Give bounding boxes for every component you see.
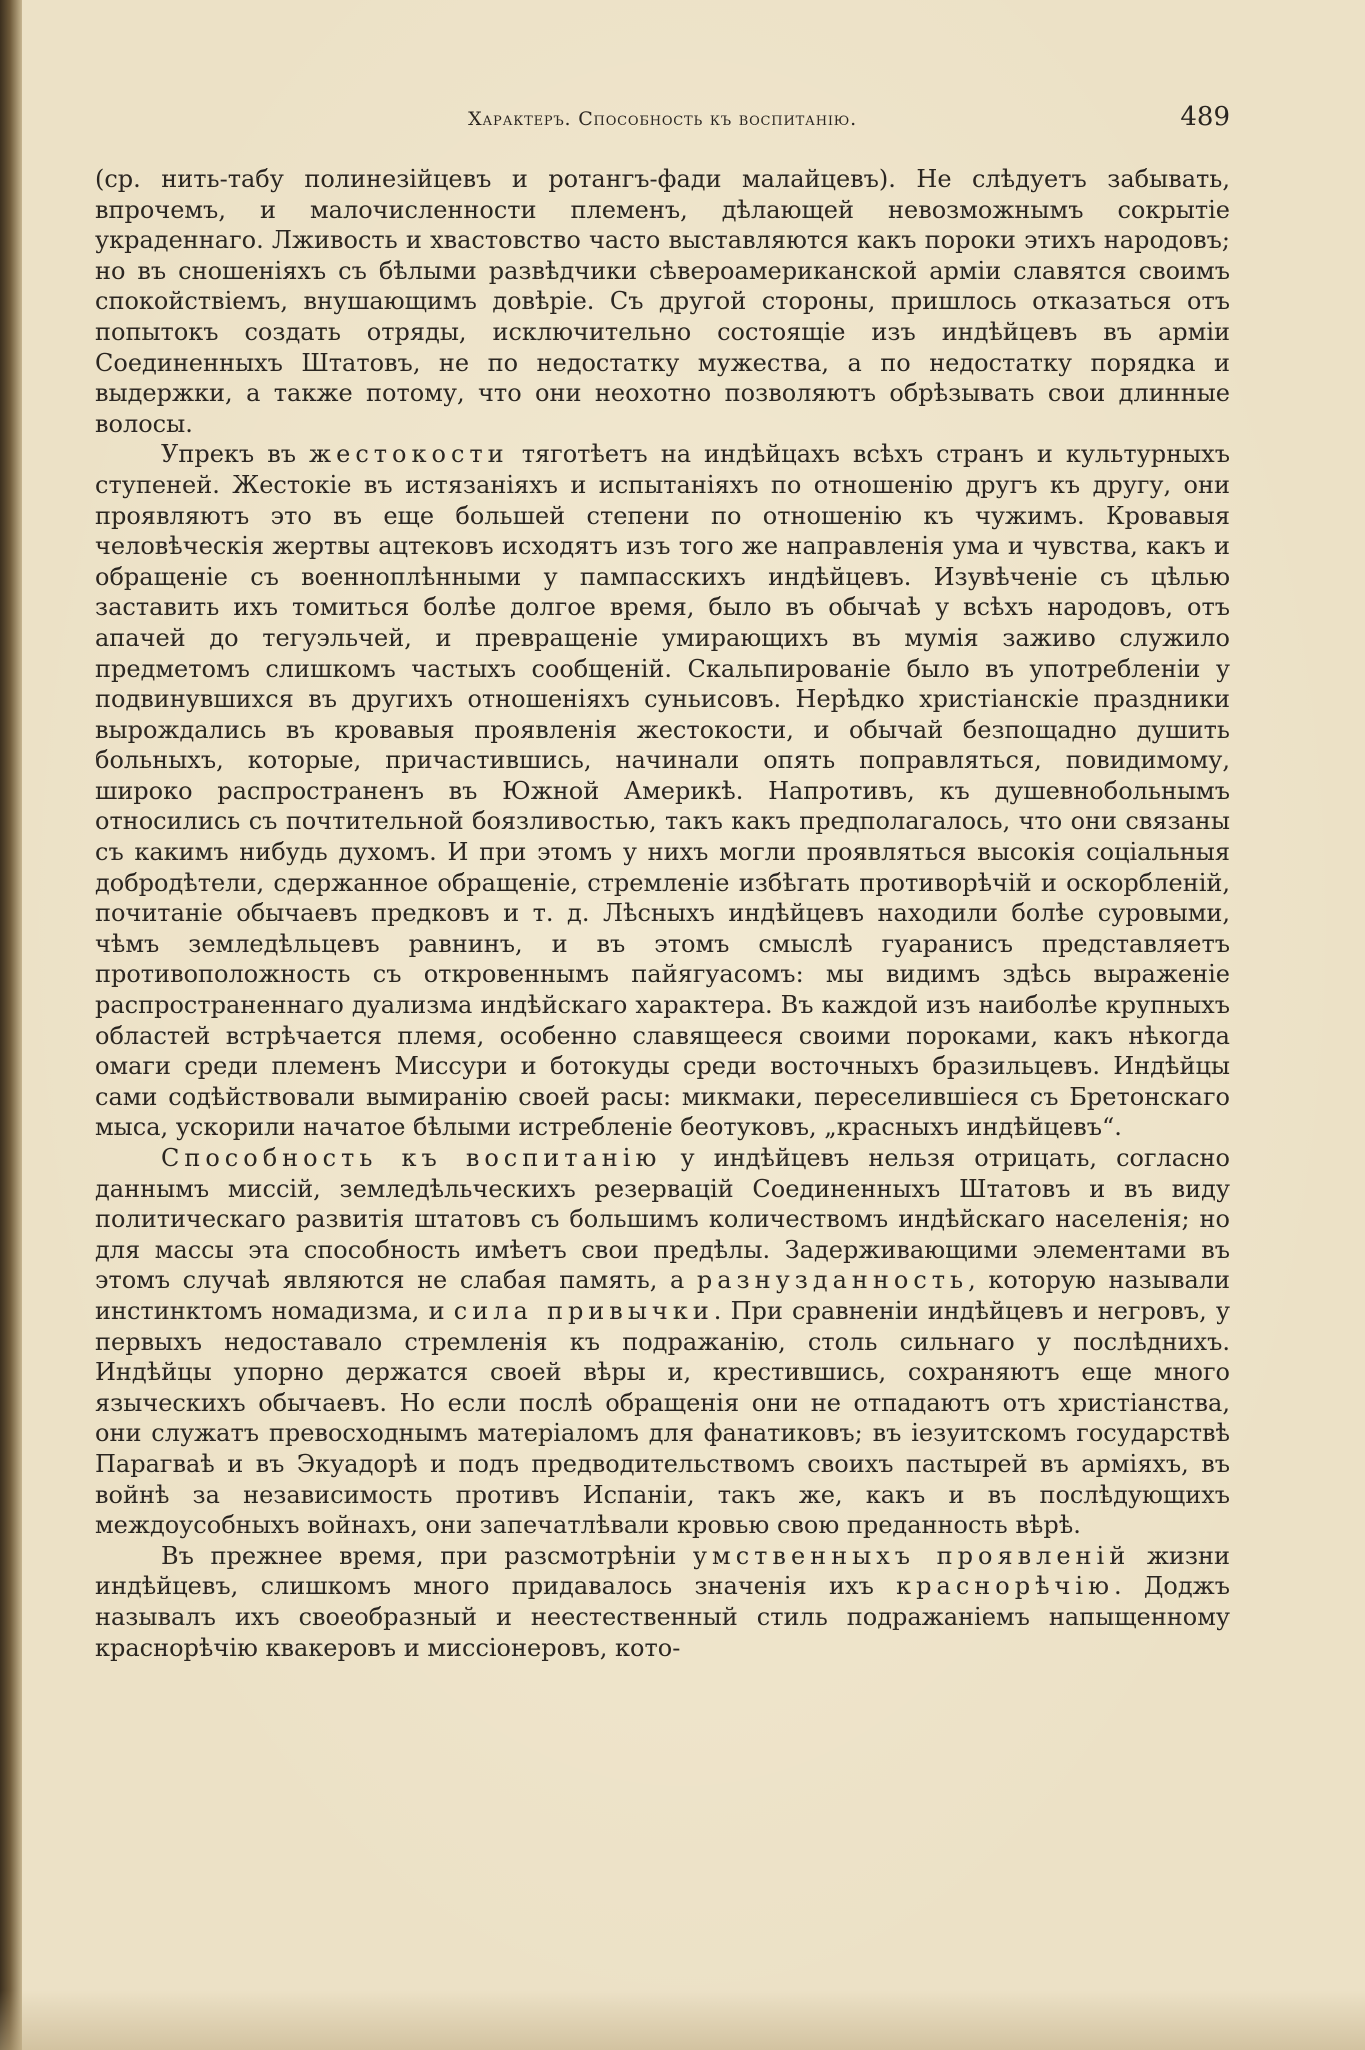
- spaced-emphasis-text: Способность къ воспитанію: [161, 1144, 662, 1172]
- paragraph: [95, 1541, 1230, 1663]
- paragraph-text: (ср. нить-табу полинезійцевъ и ротангъ-фади малайцевъ). Не слѣдуетъ забывать, впрочемъ, и малочисленности племенъ, дѣлающей невозможнымъ сокрытіе украденнаго. Лживость и хвастовство часто выставляются какъ пороки этихъ народовъ; но въ сношеніяхъ съ бѣлыми развѣдчики сѣвероамериканской арміи славятся своимъ спокойствіемъ, внушающимъ довѣріе. Съ другой стороны, пришлось отказаться отъ попытокъ создать отряды, исключительно состоящіе изъ индѣйцевъ въ арміи Соединенныхъ Штатовъ, не по недостатку мужества, а по недостатку порядка и выдержки, а также потому, что они неохотно позволяютъ обрѣзывать свои длинные волосы.: [95, 165, 1230, 438]
- paragraph: [95, 439, 1230, 1143]
- spaced-emphasis-text: краснорѣчію: [896, 1572, 1114, 1601]
- spaced-emphasis-text: жестокости: [309, 440, 509, 469]
- paragraph-text: Въ прежнее время, при разсмотрѣніи: [161, 1541, 693, 1570]
- page-header: [95, 102, 1230, 142]
- body-text: [95, 164, 1230, 1663]
- paragraph-text: . Доджъ называлъ ихъ своеобразный и неестественный стиль подражаніемъ напыщенному краснорѣчію квакеровъ и миссіонеровъ, кото-: [95, 1572, 1230, 1662]
- paragraph-text: , которую называли инстинктомъ номадизма, и: [95, 1266, 1231, 1325]
- paragraph-text: тяготѣетъ на индѣйцахъ всѣхъ странъ и культурныхъ ступеней. Жестокіе въ истязаніяхъ и испытаніяхъ по отношенію другъ къ другу, они проявляютъ это въ еще большей степени по отношенію къ чужимъ. Кровавыя человѣческія жертвы ацтековъ исходятъ изъ того же направленія ума и чувства, какъ и обращеніе съ военноплѣнными у пампасскихъ индѣйцевъ. Изувѣченіе съ цѣлью заставить ихъ томиться болѣе долгое время, было въ обычаѣ у всѣхъ народовъ, отъ апачей до тегуэльчей, и превращеніе умирающихъ въ мумія заживо служило предметомъ слишкомъ частыхъ сообщеній. Скальпированіе было въ употребленіи у подвинувшихся въ другихъ отношеніяхъ суньисовъ. Нерѣдко христіанскіе праздники вырождались въ кровавыя проявленія жестокости, и обычай безпощадно душить больныхъ, которые, причастившись, начинали опять поправляться, повидимому, широко распространенъ въ Южной Америкѣ. Напротивъ, къ душевнобольнымъ относились съ почтительной боязливостью, такъ какъ предполагалось, что они связаны съ какимъ нибудь духомъ. И при этомъ у нихъ могли проявляться высокія соціальныя добродѣтели, сдержанное обращеніе, стремленіе избѣгать противорѣчій и оскорбленій, почитаніе обычаевъ предковъ и т. д. Лѣсныхъ индѣйцевъ находили болѣе суровыми, чѣмъ земледѣльцевъ равнинъ, и въ этомъ смыслѣ гуаранисъ представляетъ противоположность съ откровеннымъ пайягуасомъ: мы видимъ здѣсь выраженіе распространеннаго дуализма индѣйскаго характера. Въ каждой изъ наиболѣе крупныхъ областей встрѣчается племя, особенно славящееся своими пороками, какъ нѣкогда омаги среди племенъ Миссури и ботокуды среди восточныхъ бразильцевъ. Индѣйцы сами содѣйствовали вымиранію своей расы: микмаки, переселившіеся съ Бретонскаго мыса, ускорили начатое бѣлыми истребленіе беотуковъ, „красныхъ индѣйцевъ“.: [95, 440, 1230, 1142]
- page-number: 489: [1180, 102, 1230, 132]
- paragraph: [95, 1143, 1230, 1541]
- running-title: Характеръ. Способность къ воспитанію.: [468, 108, 857, 130]
- paragraph-text: Упрекъ въ: [161, 440, 310, 469]
- spaced-emphasis-text: сила привычки: [453, 1296, 714, 1325]
- spaced-emphasis-text: умственныхъ проявленій: [692, 1541, 1131, 1570]
- page-binding-edge: [0, 0, 22, 2050]
- paragraph-text: у индѣйцевъ нельзя отрицать, согласно даннымъ миссій, земледѣльческихъ резервацій Соединенныхъ Штатовъ и въ виду политическаго развитія штатовъ съ большимъ количествомъ индѣйскаго населенія; но для массы эта способность имѣетъ свои предѣлы. Задерживающими элементами въ этомъ случаѣ являются не слабая память, а: [95, 1144, 1230, 1295]
- paragraph-text: . При сравненіи индѣйцевъ и негровъ, у первыхъ недоставало стремленія къ подражанію, столь сильнаго у послѣднихъ. Индѣйцы упорно держатся своей вѣры и, крестившись, сохраняютъ еще много языческихъ обычаевъ. Но если послѣ обращенія они не отпадаютъ отъ христіанства, они служатъ превосходнымъ матеріаломъ для фанатиковъ; въ іезуитскомъ государствѣ Парагваѣ и въ Экуадорѣ и подъ предводительствомъ своихъ пастырей въ арміяхъ, въ войнѣ за независимость противъ Испаніи, такъ же, какъ и въ послѣдующихъ междоусобныхъ войнахъ, они запечатлѣвали кровью свою преданность вѣрѣ.: [95, 1296, 1231, 1540]
- spaced-emphasis-text: разнузданность: [696, 1266, 969, 1295]
- page-bottom-shading: [0, 1990, 1365, 2050]
- paragraph: [95, 164, 1230, 439]
- paragraph-text: жизни индѣйцевъ, слишкомъ много придавалось значенія ихъ: [95, 1541, 1230, 1601]
